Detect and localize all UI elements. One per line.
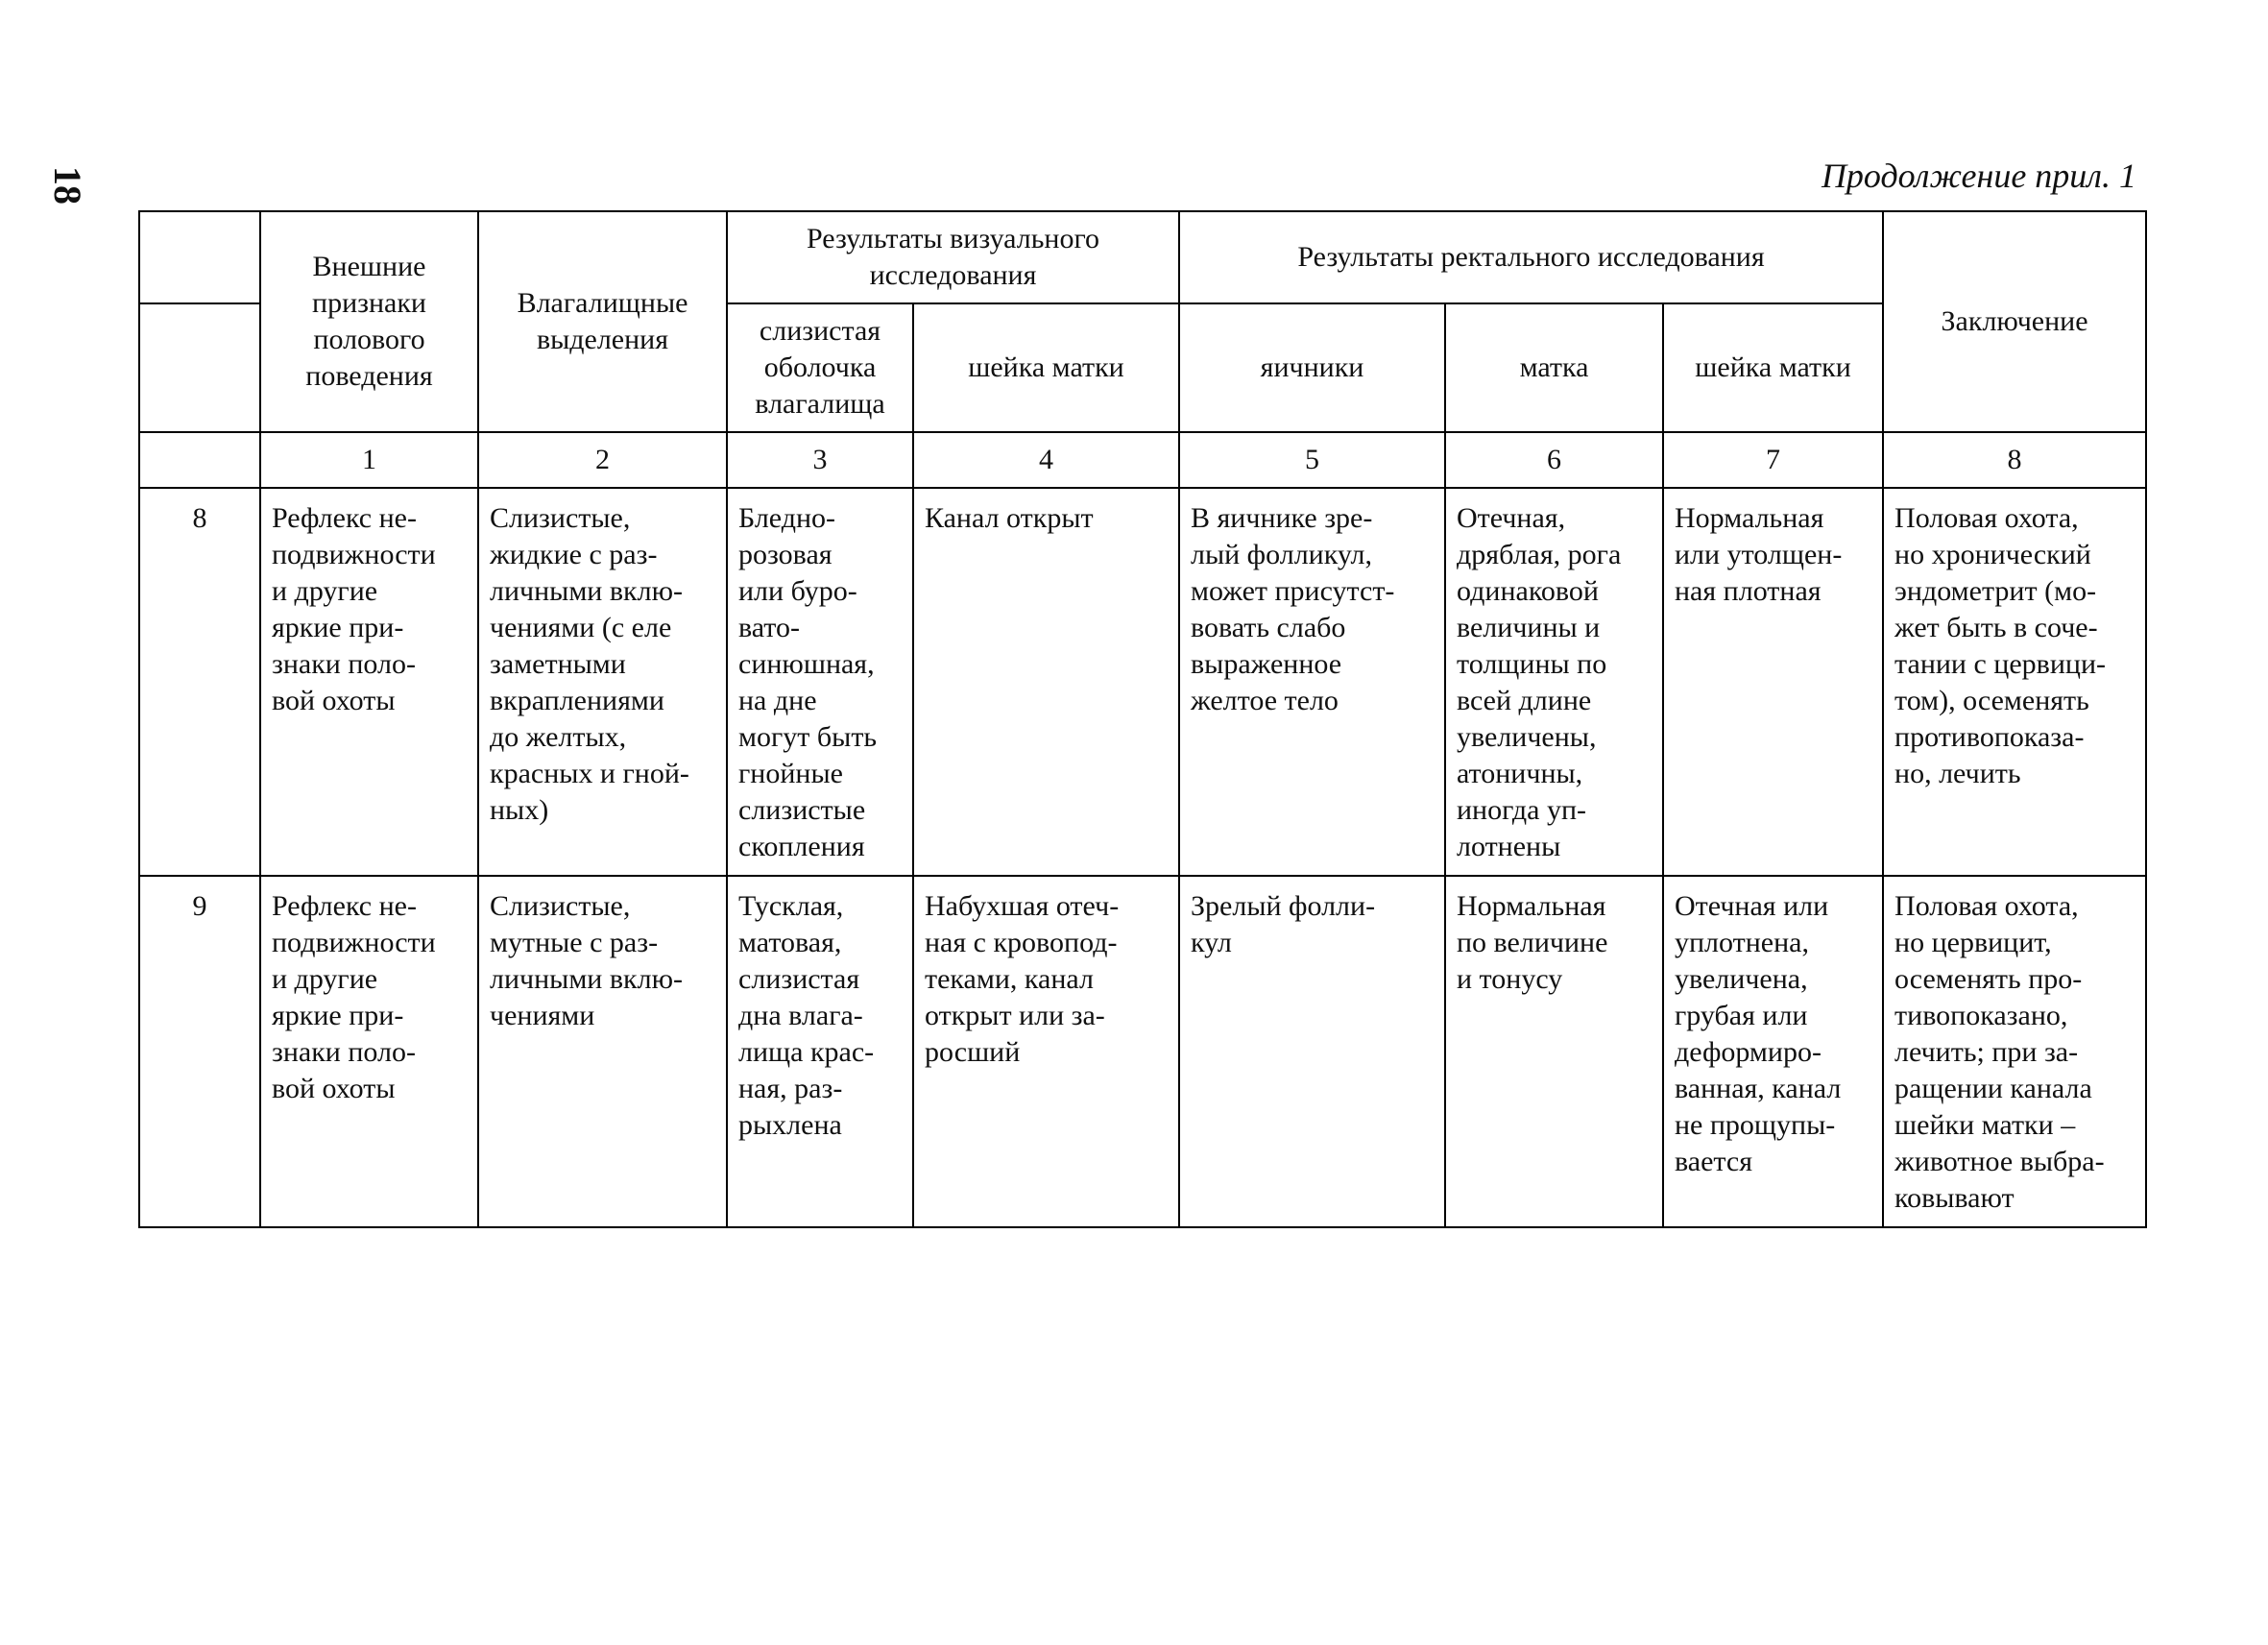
column-number: 4 <box>913 432 1179 488</box>
table-cell: Бледно- розовая или буро- вато- синюшная, на дне могут быть гнойные слизистые скопления <box>727 488 913 876</box>
header-cell-uterus: матка <box>1445 303 1663 432</box>
column-number: 8 <box>1883 432 2146 488</box>
table-cell: Рефлекс не- подвижности и другие яркие при- знаки поло- вой охоты <box>260 876 478 1227</box>
header-cell-external-signs: Внешние признаки полового поведения <box>260 211 478 432</box>
row-number: 8 <box>139 488 260 876</box>
table-row <box>139 488 2146 876</box>
continuation-label: Продолжение прил. 1 <box>1821 157 2136 195</box>
table-cell: Рефлекс не- подвижности и другие яркие при- знаки поло- вой охоты <box>260 488 478 876</box>
table-cell: Нормальная по величине и тонусу <box>1445 876 1663 1227</box>
table-cell: Зрелый фолли- кул <box>1179 876 1445 1227</box>
data-table <box>138 210 2147 1228</box>
table-cell: Канал открыт <box>913 488 1179 876</box>
table-cell: Нормальная или утолщен- ная плотная <box>1663 488 1883 876</box>
header-group-visual: Результаты визуального исследования <box>727 211 1179 303</box>
row-number: 9 <box>139 876 260 1227</box>
table-cell: Отечная, дряблая, рога одинаковой величины и толщины по всей длине увеличены, атоничны, иногда уп- лотнены <box>1445 488 1663 876</box>
column-number: 2 <box>478 432 727 488</box>
table-cell: Отечная или уплотнена, увеличена, грубая или деформиро- ванная, канал не прощупы- вается <box>1663 876 1883 1227</box>
table-cell: Половая охота, но хронический эндометрит (мо- жет быть в соче- тании с цервици- том), осеменять противопоказа- но, лечить <box>1883 488 2146 876</box>
header-cell-cervix-visual: шейка матки <box>913 303 1179 432</box>
column-number: 3 <box>727 432 913 488</box>
column-number: 6 <box>1445 432 1663 488</box>
column-number-row <box>139 432 2146 488</box>
header-empty-cell <box>139 303 260 432</box>
header-cell-conclusion: Заключение <box>1883 211 2146 432</box>
table-cell: Набухшая отеч- ная с кровопод- теками, канал открыт или за- росший <box>913 876 1179 1227</box>
table-cell: Слизистые, мутные с раз- личными вклю- чениями <box>478 876 727 1227</box>
header-cell-ovaries: яичники <box>1179 303 1445 432</box>
header-row <box>139 211 2146 303</box>
table-cell: Слизистые, жидкие с раз- личными вклю- чениями (с еле заметными вкраплениями до желтых, красных и гной- ных) <box>478 488 727 876</box>
table-cell: Тусклая, матовая, слизистая дна влага- лища крас- ная, раз- рыхлена <box>727 876 913 1227</box>
header-group-rectal: Результаты ректального исследования <box>1179 211 1883 303</box>
header-cell-cervix-rectal: шейка матки <box>1663 303 1883 432</box>
column-number: 5 <box>1179 432 1445 488</box>
table-row <box>139 876 2146 1227</box>
page-number: 18 <box>46 166 89 205</box>
table-cell: Половая охота, но цервицит, осеменять про- тивопоказано, лечить; при за- ращении канала шейки матки – животное выбра- ковывают <box>1883 876 2146 1227</box>
header-cell-vaginal-discharge: Влагалищные выделения <box>478 211 727 432</box>
table-cell: В яичнике зре- лый фолликул, может присутст- вовать слабо выраженное желтое тело <box>1179 488 1445 876</box>
column-number-empty <box>139 432 260 488</box>
column-number: 1 <box>260 432 478 488</box>
header-empty-cell <box>139 211 260 303</box>
header-cell-mucosa: слизистая оболочка влагалища <box>727 303 913 432</box>
column-number: 7 <box>1663 432 1883 488</box>
